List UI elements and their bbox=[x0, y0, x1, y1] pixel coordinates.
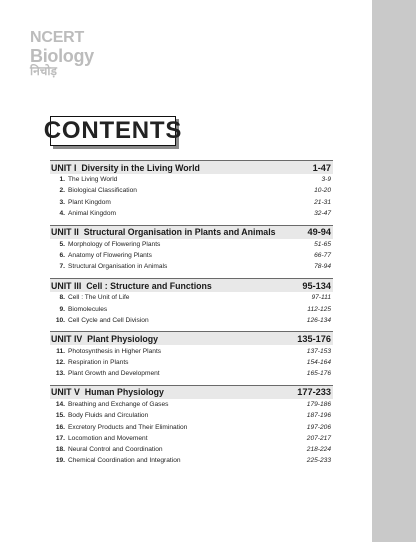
chapter-title: The Living World bbox=[68, 176, 118, 184]
chapter-title: Cell Cycle and Cell Division bbox=[68, 316, 149, 324]
chapter-row[interactable] bbox=[50, 250, 333, 261]
chapter-row[interactable] bbox=[50, 174, 333, 185]
chapter-pages: 187-196 bbox=[306, 412, 331, 420]
chapter-pages: 179-186 bbox=[306, 401, 331, 408]
chapter-title: Animal Kingdom bbox=[68, 210, 117, 218]
chapter-pages: 154-164 bbox=[306, 358, 331, 366]
chapter-row[interactable] bbox=[50, 208, 333, 219]
unit-block bbox=[50, 160, 333, 219]
chapter-title: Breathing and Exchange of Gases bbox=[68, 401, 169, 408]
unit-label: UNIT II bbox=[51, 227, 79, 238]
unit-title: Human Physiology bbox=[84, 387, 164, 398]
chapter-row[interactable] bbox=[50, 315, 333, 326]
chapter-number: 2. bbox=[59, 187, 65, 195]
unit-label: UNIT I bbox=[51, 162, 77, 173]
unit-pages: 95-134 bbox=[302, 280, 331, 291]
chapter-row[interactable] bbox=[50, 444, 333, 455]
brand-line-biology: Biology bbox=[30, 46, 94, 66]
chapter-row[interactable] bbox=[50, 368, 333, 379]
right-margin-strip bbox=[372, 0, 416, 542]
table-of-contents bbox=[50, 160, 333, 472]
chapter-number: 19. bbox=[55, 457, 65, 465]
chapter-row[interactable] bbox=[50, 303, 333, 314]
chapter-row[interactable] bbox=[50, 185, 333, 196]
chapter-pages: 137-153 bbox=[306, 347, 331, 355]
unit-block bbox=[50, 385, 333, 467]
chapter-pages: 112-125 bbox=[307, 305, 331, 313]
chapter-pages: 197-206 bbox=[306, 423, 331, 431]
chapter-row[interactable] bbox=[50, 345, 333, 356]
chapter-title: Locomotion and Movement bbox=[68, 434, 148, 442]
chapter-row[interactable] bbox=[50, 292, 333, 303]
unit-label: UNIT IV bbox=[51, 333, 83, 344]
chapter-number: 13. bbox=[55, 370, 65, 378]
contents-heading: CONTENTS bbox=[43, 117, 183, 144]
chapter-pages: 97-111 bbox=[311, 294, 331, 302]
chapter-number: 14. bbox=[55, 401, 65, 408]
chapter-row[interactable] bbox=[50, 399, 333, 410]
chapter-title: Cell : The Unit of Life bbox=[68, 294, 130, 302]
chapter-title: Body Fluids and Circulation bbox=[68, 412, 149, 420]
unit-pages: 49-94 bbox=[307, 227, 331, 238]
chapter-pages: 78-94 bbox=[314, 263, 331, 271]
chapter-row[interactable] bbox=[50, 239, 333, 250]
unit-pages: 135-176 bbox=[297, 333, 331, 344]
chapter-row[interactable] bbox=[50, 455, 333, 466]
chapter-title: Plant Kingdom bbox=[68, 198, 111, 206]
unit-pages: 177-233 bbox=[297, 387, 331, 398]
chapter-title: Biomolecules bbox=[68, 305, 108, 313]
unit-header[interactable] bbox=[50, 385, 333, 399]
unit-title: Diversity in the Living World bbox=[81, 162, 200, 173]
unit-pages: 1-47 bbox=[312, 162, 331, 173]
chapter-title: Morphology of Flowering Plants bbox=[68, 240, 161, 248]
unit-block bbox=[50, 278, 333, 326]
chapter-number: 5. bbox=[59, 240, 65, 248]
unit-heading bbox=[51, 227, 276, 237]
chapter-row[interactable] bbox=[50, 357, 333, 368]
brand-line-subtitle: निचोड़ bbox=[30, 64, 57, 78]
unit-header[interactable] bbox=[50, 278, 333, 292]
chapter-number: 8. bbox=[59, 294, 65, 302]
chapter-pages: 21-31 bbox=[314, 198, 331, 206]
unit-heading bbox=[51, 163, 200, 173]
unit-heading bbox=[51, 387, 164, 397]
chapter-number: 4. bbox=[59, 210, 65, 218]
unit-header[interactable] bbox=[50, 331, 333, 345]
chapter-number: 12. bbox=[55, 358, 65, 366]
unit-label: UNIT III bbox=[51, 280, 82, 291]
chapter-number: 16. bbox=[55, 423, 65, 431]
chapter-row[interactable] bbox=[50, 410, 333, 421]
unit-title: Cell : Structure and Functions bbox=[86, 280, 212, 291]
unit-title: Structural Organisation in Plants and Animals bbox=[83, 227, 276, 238]
chapter-number: 10. bbox=[55, 316, 65, 324]
chapter-title: Photosynthesis in Higher Plants bbox=[68, 347, 162, 355]
brand-logo bbox=[30, 30, 94, 77]
chapter-pages: 32-47 bbox=[314, 210, 331, 218]
chapter-pages: 207-217 bbox=[306, 434, 331, 442]
chapter-title: Biological Classification bbox=[68, 187, 137, 195]
chapter-pages: 126-134 bbox=[306, 316, 331, 324]
chapter-number: 3. bbox=[59, 198, 65, 206]
chapter-pages: 10-20 bbox=[314, 187, 331, 195]
unit-header[interactable] bbox=[50, 160, 333, 174]
chapter-number: 6. bbox=[59, 252, 65, 260]
chapter-title: Anatomy of Flowering Plants bbox=[68, 252, 152, 260]
unit-heading bbox=[51, 281, 212, 291]
unit-label: UNIT V bbox=[51, 387, 80, 398]
chapter-title: Chemical Coordination and Integration bbox=[68, 457, 181, 465]
chapter-title: Neural Control and Coordination bbox=[68, 446, 163, 454]
chapter-row[interactable] bbox=[50, 197, 333, 208]
chapter-pages: 218-224 bbox=[306, 446, 331, 454]
chapter-pages: 165-176 bbox=[306, 370, 331, 378]
unit-heading bbox=[51, 334, 158, 344]
chapter-title: Plant Growth and Development bbox=[68, 370, 160, 378]
unit-title: Plant Physiology bbox=[87, 333, 159, 344]
brand-line-ncert: NCERT bbox=[30, 29, 85, 46]
chapter-row[interactable] bbox=[50, 433, 333, 444]
unit-block bbox=[50, 331, 333, 379]
unit-header[interactable] bbox=[50, 225, 333, 239]
unit-block bbox=[50, 225, 333, 273]
chapter-row[interactable] bbox=[50, 421, 333, 432]
chapter-number: 11. bbox=[56, 347, 65, 355]
chapter-number: 17. bbox=[55, 434, 65, 442]
chapter-title: Structural Organisation in Animals bbox=[68, 263, 168, 271]
chapter-pages: 66-77 bbox=[314, 252, 331, 260]
chapter-title: Excretory Products and Their Elimination bbox=[68, 423, 188, 431]
chapter-pages: 51-65 bbox=[314, 240, 331, 248]
chapter-number: 18. bbox=[55, 446, 65, 454]
chapter-number: 7. bbox=[59, 263, 65, 271]
chapter-pages: 3-9 bbox=[321, 176, 331, 184]
chapter-title: Respiration in Plants bbox=[68, 358, 129, 366]
chapter-number: 1. bbox=[59, 176, 65, 184]
chapter-number: 15. bbox=[55, 412, 65, 420]
chapter-number: 9. bbox=[59, 305, 65, 313]
chapter-row[interactable] bbox=[50, 261, 333, 272]
contents-heading-box bbox=[43, 116, 183, 146]
chapter-pages: 225-233 bbox=[306, 457, 331, 465]
